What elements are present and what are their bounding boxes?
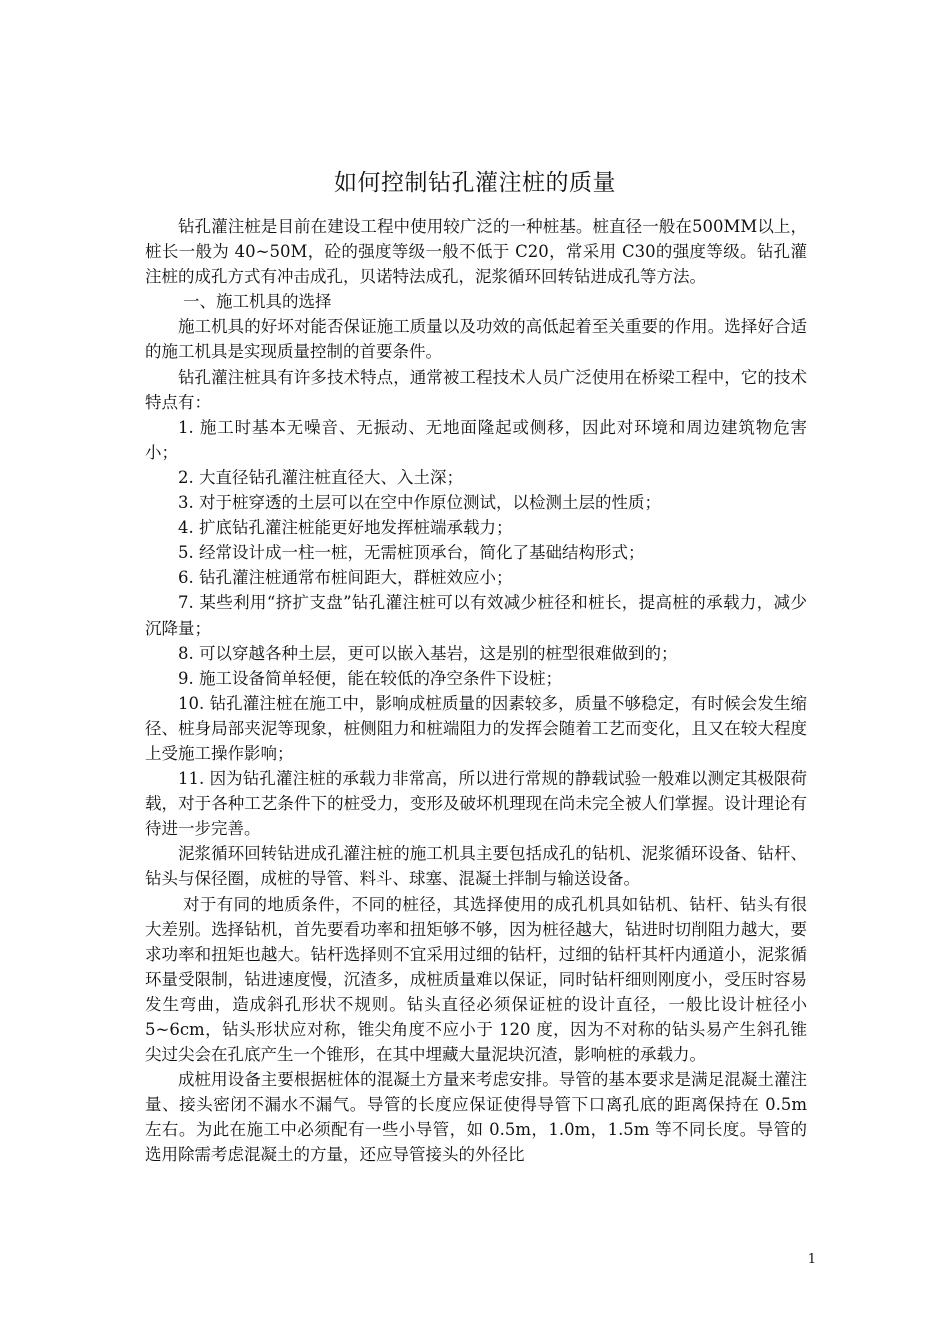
list-item-3: 3. 对于桩穿透的土层可以在空中作原位测试，以检测土层的性质；	[178, 493, 661, 513]
list-item-2: 2. 大直径钻孔灌注桩直径大、入土深；	[178, 467, 463, 487]
document-title: 如何控制钻孔灌注桩的质量	[334, 170, 616, 196]
list-item-1: 1. 施工时基本无噪音、无振动、无地面隆起或侧移，因此对环境和周边建筑物危害小；	[145, 417, 807, 462]
list-item-8: 8. 可以穿越各种土层，更可以嵌入基岩，这是别的桩型很难做到的；	[178, 643, 678, 663]
list-item-6: 6. 钻孔灌注桩通常布桩间距大，群桩效应小；	[178, 568, 513, 588]
list-item-7: 7. 某些利用“挤扩支盘”钻孔灌注桩可以有效减少桩径和桩长，提高桩的承载力，减少沉降量；	[145, 593, 807, 638]
paragraph-machinery: 施工机具的好坏对能否保证施工质量以及功效的高低起着至关重要的作用。选择好合适的施工机具是实现质量控制的首要条件。	[145, 317, 807, 362]
paragraph-equipment: 泥浆循环回转钻进成孔灌注桩的施工机具主要包括成孔的钻机、泥浆循环设备、钻杆、钻头与保径圈，成桩的导管、料斗、球塞、混凝土拌制与输送设备。	[145, 844, 807, 889]
list-item-10: 10. 钻孔灌注桩在施工中，影响成桩质量的因素较多，质量不够稳定，有时候会发生缩径、桩身局部夹泥等现象，桩侧阻力和桩端阻力的发挥会随着工艺而变化，且又在较大程度上受施工操作影响；	[145, 693, 807, 763]
paragraph-features-intro: 钻孔灌注桩具有许多技术特点，通常被工程技术人员广泛使用在桥梁工程中，它的技术特点有：	[145, 367, 807, 412]
paragraph-intro: 钻孔灌注桩是目前在建设工程中使用较广泛的一种桩基。桩直径一般在500MM以上，桩长一般为 40~50M，砼的强度等级一般不低于 C20，常采用 C30的强度等级。钻孔灌注桩的成孔方式有冲击成孔，贝诺特法成孔，泥浆循环回转钻进成孔等方法。	[145, 217, 807, 287]
list-item-11: 11. 因为钻孔灌注桩的承载力非常高，所以进行常规的静载试验一般难以测定其极限荷载，对于各种工艺条件下的桩受力，变形及破坏机理现在尚未完全被人们掌握。设计理论有待进一步完善。	[145, 769, 807, 839]
paragraph-drill-selection: 对于有同的地质条件，不同的桩径，其选择使用的成孔机具如钻机、钻杆、钻头有很大差别。选择钻机，首先要看功率和扭矩够不够，因为桩径越大，钻进时切削阻力越大，要求功率和扭矩也越大。钻杆选择则不宜采用过细的钻杆，过细的钻杆其杆内通道小，泥浆循环量受限制，钻进速度慢，沉渣多，成桩质量难以保证，同时钻杆细则刚度小，受压时容易发生弯曲，造成斜孔形状不规则。钻头直径必须保证桩的设计直径，一般比设计桩径小 5~6cm，钻头形状应对称，锥尖角度不应小于 120 度，因为不对称的钻头易产生斜孔锥尖过尖会在孔底产生一个锥形，在其中埋藏大量泥块沉渣，影响桩的承载力。	[145, 894, 807, 1065]
paragraph-pipe: 成桩用设备主要根据桩体的混凝土方量来考虑安排。导管的基本要求是满足混凝土灌注量、接头密闭不漏水不漏气。导管的长度应保证使得导管下口离孔底的距离保持在 0.5m 左右。为此在施工中必须配有一些小导管，如 0.5m，1.0m，1.5m 等不同长度。导管的选用除需考虑混凝土的方量，还应导管接头的外径比	[145, 1070, 807, 1165]
page-number: 1	[807, 1252, 816, 1267]
section-heading-1: 一、施工机具的选择	[182, 292, 332, 312]
list-item-9: 9. 施工设备简单轻便，能在较低的净空条件下设桩；	[178, 668, 562, 688]
list-item-4: 4. 扩底钻孔灌注桩能更好地发挥桩端承载力；	[178, 518, 513, 538]
document-body	[145, 214, 807, 1168]
list-item-5: 5. 经常设计成一柱一桩，无需桩顶承台，简化了基础结构形式；	[178, 543, 645, 563]
